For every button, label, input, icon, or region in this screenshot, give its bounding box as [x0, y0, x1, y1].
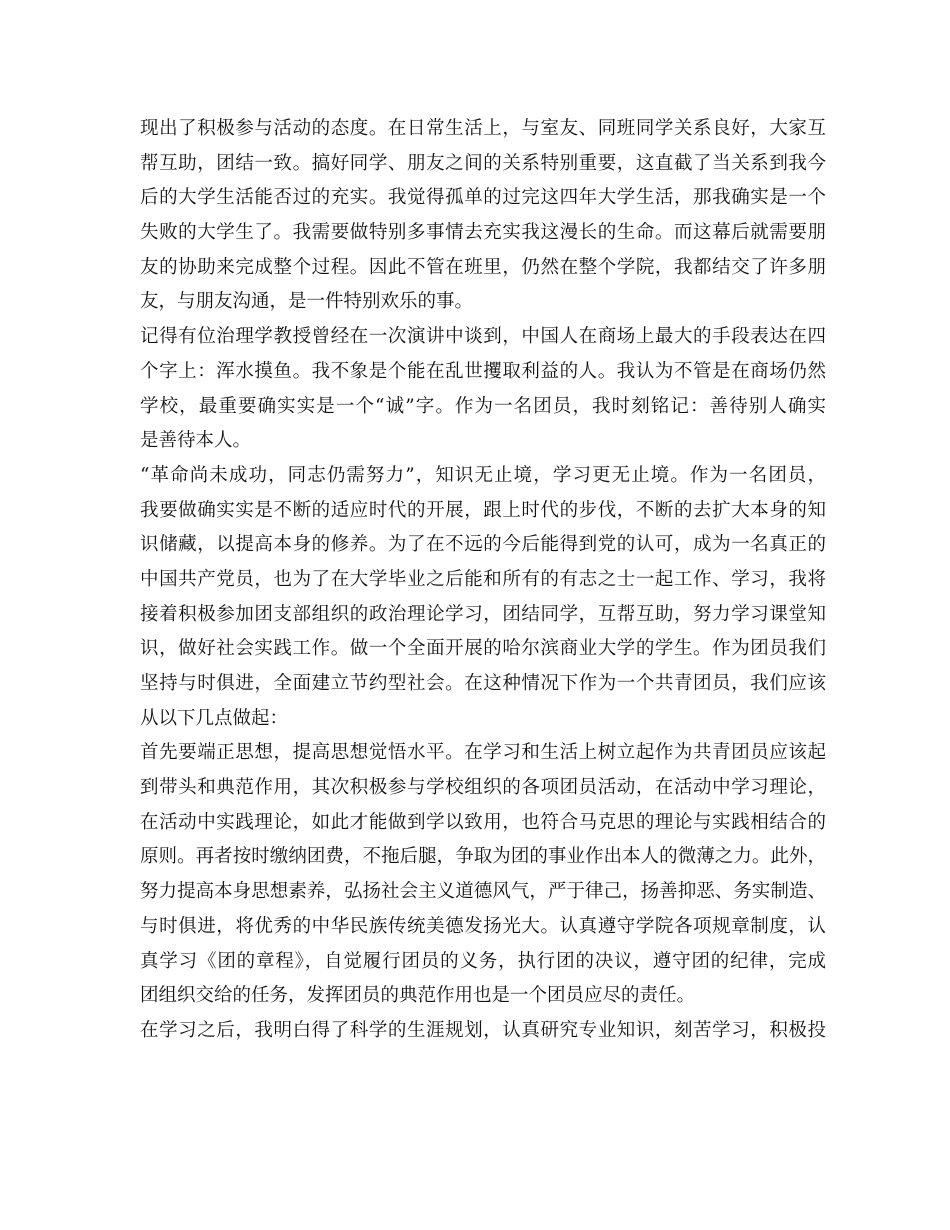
text-line: 失败的大学生了。我需要做特别多事情去充实我这漫长的生命。而这幕后就需要朋: [140, 222, 826, 244]
text-line: 真学习《团的章程》，自觉履行团员的义务，执行团的决议，遵守团的纪律，完成: [140, 950, 826, 972]
text-line: 坚持与时俱进，全面建立节约型社会。在这种情况下作为一个共青团员，我们应该: [140, 673, 826, 694]
text-line: 识储藏，以提高本身的修养。为了在不远的今后能得到党的认可，成为一名真正的: [140, 534, 826, 556]
text-line: 现出了积极参与活动的态度。在日常生活上，与室友、同班同学关系良好，大家互: [140, 118, 826, 139]
text-line: 到带头和典范作用，其次积极参与学校组织的各项团员活动，在活动中学习理论，: [140, 777, 826, 799]
text-line: 努力提高本身思想素养，弘扬社会主义道德风气，严于律己，扬善抑恶、务实制造、: [140, 881, 826, 903]
text-line: 学校，最重要确实实是一个“诚”字。作为一名团员，我时刻铭记：善待别人确实: [140, 395, 826, 417]
text-line: 友，与朋友沟通，是一件特别欢乐的事。: [140, 291, 474, 313]
text-line: 首先要端正思想，提高思想觉悟水平。在学习和生活上树立起作为共青团员应该起: [140, 742, 826, 764]
text-line: 在学习之后，我明白得了科学的生涯规划，认真研究专业知识，刻苦学习，积极投: [140, 1019, 826, 1041]
text-line: 个字上：浑水摸鱼。我不象是个能在乱世攫取利益的人。我认为不管是在商场仍然: [140, 360, 826, 382]
text-line: 从以下几点做起：: [140, 707, 289, 729]
text-line: 中国共产党员，也为了在大学毕业之后能和所有的有志之士一起工作、学习，我将: [140, 568, 826, 590]
text-line: 我要做确实实是不断的适应时代的开展，跟上时代的步伐，不断的去扩大本身的知: [140, 499, 826, 521]
text-line: 是善待本人。: [140, 430, 252, 452]
text-line: 识，做好社会实践工作。做一个全面开展的哈尔滨商业大学的学生。作为团员我们: [140, 638, 826, 660]
text-line: 团组织交给的任务，发挥团员的典范作用也是一个团员应尽的责任。: [140, 985, 696, 1007]
text-line: 友的协助来完成整个过程。因此不管在班里，仍然在整个学院，我都结交了许多朋: [140, 256, 826, 278]
document-body: [140, 112, 826, 1049]
text-line: 原则。再者按时缴纳团费，不拖后腿，争取为团的事业作出本人的微薄之力。此外，: [140, 846, 826, 868]
text-line: 记得有位治理学教授曾经在一次演讲中谈到，中国人在商场上最大的手段表达在四: [140, 326, 826, 348]
text-line: “革命尚未成功，同志仍需努力”，知识无止境，学习更无止境。作为一名团员，: [140, 464, 826, 486]
text-line: 在活动中实践理论，如此才能做到学以致用，也符合马克思的理论与实践相结合的: [140, 811, 826, 833]
text-line: 后的大学生活能否过的充实。我觉得孤单的过完这四年大学生活，那我确实是一个: [140, 187, 826, 209]
text-line: 帮互助，团结一致。搞好同学、朋友之间的关系特别重要，这直截了当关系到我今: [140, 152, 826, 174]
text-line: 与时俱进，将优秀的中华民族传统美德发扬光大。认真遵守学院各项规章制度，认: [140, 915, 826, 937]
text-line: 接着积极参加团支部组织的政治理论学习，团结同学，互帮互助，努力学习课堂知: [140, 603, 826, 625]
